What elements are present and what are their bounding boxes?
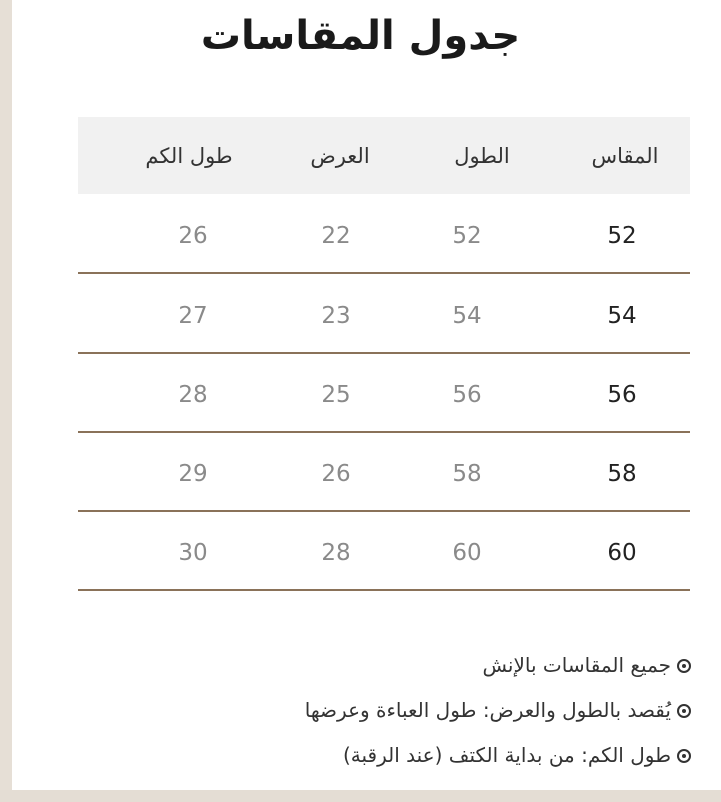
cell-length: 58 xyxy=(452,461,482,487)
bullet-icon xyxy=(677,659,691,673)
background-edge-bottom xyxy=(0,790,721,802)
cell-size: 52 xyxy=(607,223,637,249)
note-text: جميع المقاسات بالإنش xyxy=(482,653,671,677)
cell-size: 56 xyxy=(607,382,637,408)
cell-width: 26 xyxy=(321,461,351,487)
note-text: يُقصد بالطول والعرض: طول العباءة وعرضها xyxy=(304,698,671,722)
cell-width: 28 xyxy=(321,540,351,566)
header-width: العرض xyxy=(310,144,370,168)
cell-length: 54 xyxy=(452,303,482,329)
cell-sleeve: 30 xyxy=(178,540,208,566)
cell-width: 25 xyxy=(321,382,351,408)
table-row xyxy=(78,511,690,591)
cell-width: 23 xyxy=(321,303,351,329)
notes-list xyxy=(305,652,691,787)
bullet-icon xyxy=(677,704,691,718)
table-header xyxy=(78,117,690,194)
bullet-icon xyxy=(677,749,691,763)
cell-sleeve: 29 xyxy=(178,461,208,487)
cell-width: 22 xyxy=(321,223,351,249)
table-row xyxy=(78,194,690,274)
table-row xyxy=(78,432,690,512)
cell-length: 60 xyxy=(452,540,482,566)
cell-size: 60 xyxy=(607,540,637,566)
note-item xyxy=(305,652,691,678)
table-row xyxy=(78,274,690,354)
note-item xyxy=(305,742,691,768)
cell-length: 52 xyxy=(452,223,482,249)
cell-sleeve: 28 xyxy=(178,382,208,408)
header-sleeve-length: طول الكم xyxy=(145,144,233,168)
cell-sleeve: 26 xyxy=(178,223,208,249)
cell-size: 54 xyxy=(607,303,637,329)
cell-size: 58 xyxy=(607,461,637,487)
table-row xyxy=(78,353,690,433)
cell-sleeve: 27 xyxy=(178,303,208,329)
header-size: المقاس xyxy=(591,144,659,168)
note-item xyxy=(305,697,691,723)
note-text: طول الكم: من بداية الكتف (عند الرقبة) xyxy=(342,743,671,767)
header-length: الطول xyxy=(454,144,510,168)
page-title: جدول المقاسات xyxy=(200,13,521,59)
cell-length: 56 xyxy=(452,382,482,408)
row-divider xyxy=(78,589,690,591)
background-edge-left xyxy=(0,0,12,802)
